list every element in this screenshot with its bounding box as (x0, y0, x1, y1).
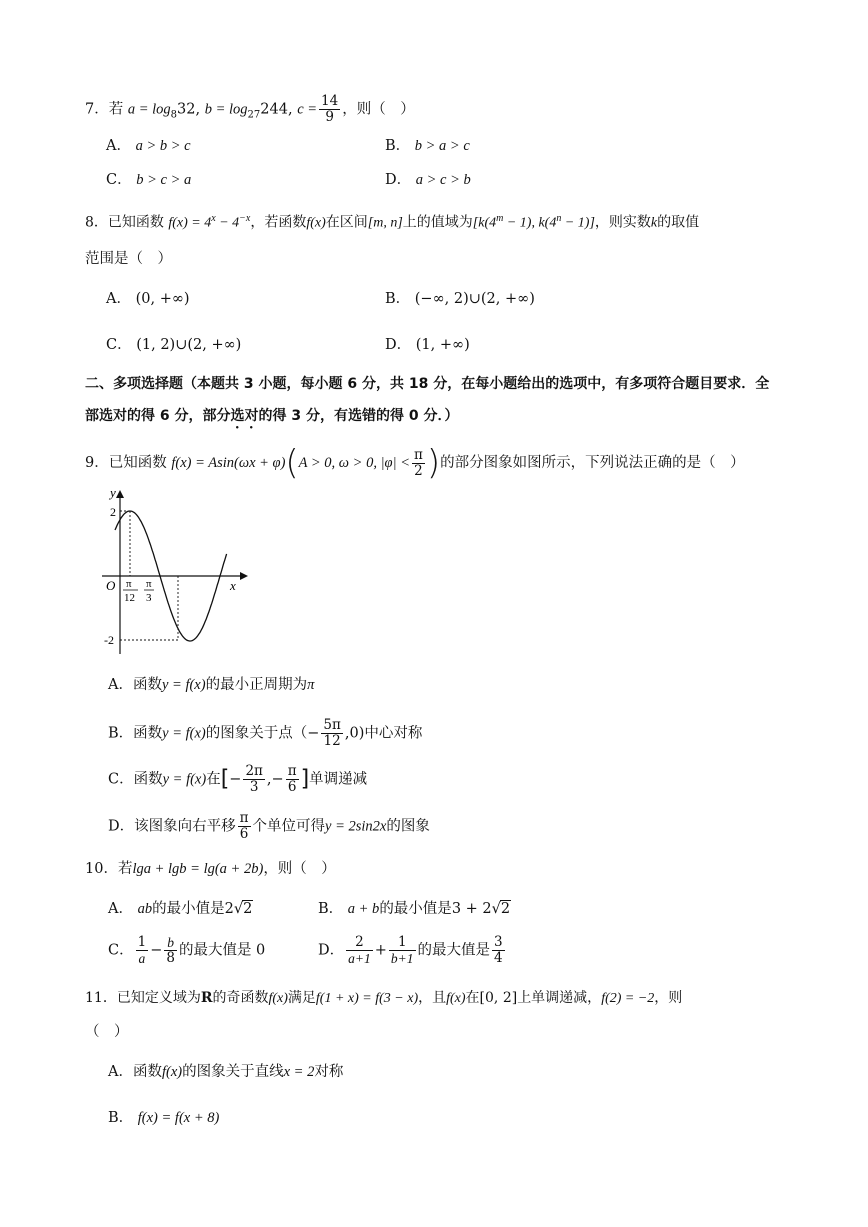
question-11: 11．已知定义域为R的奇函数f(x)满足f(1 + x) = f(3 − x)，且f(x)在[0, 2]上单调递减，f(2) = −2，则 (85, 990, 683, 1006)
question-number: 7． (85, 101, 109, 118)
option-b[interactable]: B．函数y = f(x)的图象关于点（− $\frac{5\pi}{12}$ ,0)中心对称 (108, 717, 423, 749)
option-a[interactable]: A． a > b > c (106, 138, 191, 154)
option-a[interactable]: A．函数y = f(x)的最小正周期为π (108, 677, 315, 693)
sine-graph (100, 486, 250, 656)
question-8: 8．已知函数 $f(x) = 4^x - 4^{-x}$，若函数f(x)在区间[m, n]上的值域为[$k(4^m - 1)$, $k(4^n - 1)$]，则实数k的取值 (85, 213, 700, 231)
fraction: $\frac{14}{9}$ (321, 93, 339, 125)
y-max-label: 2 (110, 505, 116, 519)
option-d[interactable]: D． $\frac{2}{a+1}$ + $\frac{1}{b+1}$ 的最大值是 $\frac{3}{4}$ (318, 934, 503, 966)
tick-pi-3 (144, 578, 154, 604)
x-axis-label: x (230, 578, 236, 593)
option-c[interactable]: C． (1, 2)∪(2, +∞) (106, 337, 242, 353)
option-a[interactable]: A．函数f(x)的图象关于直线x = 2对称 (108, 1064, 344, 1080)
option-a[interactable]: A． (0, +∞) (106, 291, 190, 307)
option-c[interactable]: C．函数y = f(x)在[− $\frac{2\pi}{3}$ ,− $\frac{\pi}{6}$ ]单调递减 (108, 763, 368, 795)
y-min-label: -2 (104, 633, 114, 647)
question-7: 7．若 $a = \log_832$, $b = \log_{27}244$, c = $\frac{14}{9}$ ，则（ ） (85, 93, 415, 125)
tick-pi-12 (123, 578, 138, 604)
option-b[interactable]: B． (−∞, 2)∪(2, +∞) (385, 291, 535, 307)
question-10: 10．若lga + lgb = lg(a + 2b)，则（ ） (85, 861, 336, 877)
option-b[interactable]: B． a + b的最小值是3 + 2√2 (318, 901, 511, 917)
origin-label: O (106, 578, 116, 593)
option-a[interactable]: A． ab的最小值是2√2 (108, 901, 253, 917)
option-d[interactable]: D．该图象向右平移 $\frac{\pi}{6}$ 个单位可得y = 2sin2x的图象 (108, 810, 430, 842)
svg-text:12: 12 (124, 592, 135, 604)
svg-text:π: π (146, 578, 152, 590)
section-heading: 二、多项选择题（本题共 3 小题，每小题 6 分，共 18 分，在每小题给出的选项中，有多项符合题目要求．全 (85, 376, 770, 392)
section-heading-line2: 部选对的得 6 分，部分选对的得 3 分，有选错的得 0 分．） (85, 408, 459, 424)
option-b[interactable]: B． f(x) = f(x + 8) (108, 1110, 220, 1126)
option-d[interactable]: D． a > c > b (385, 172, 471, 188)
question-8-line2: 范围是（ ） (85, 251, 172, 267)
option-c[interactable]: C． $\frac{1}{a}$ − $\frac{b}{8}$ 的最大值是 0 (108, 934, 266, 966)
svg-text:π: π (126, 578, 132, 590)
option-c[interactable]: C． b > c > a (106, 172, 192, 188)
svg-text:3: 3 (146, 592, 152, 604)
question-9: 9．已知函数 f(x) = Asin(ωx + φ)(A > 0, ω > 0, |φ| < $\frac{\pi}{2}$ )的部分图象如图所示，下列说法正确的是（ ） (85, 443, 745, 483)
question-11-line2: （ ） (85, 1024, 129, 1040)
option-b[interactable]: B． b > a > c (385, 138, 470, 154)
y-axis-label: y (110, 486, 116, 500)
option-d[interactable]: D． (1, +∞) (385, 337, 470, 353)
